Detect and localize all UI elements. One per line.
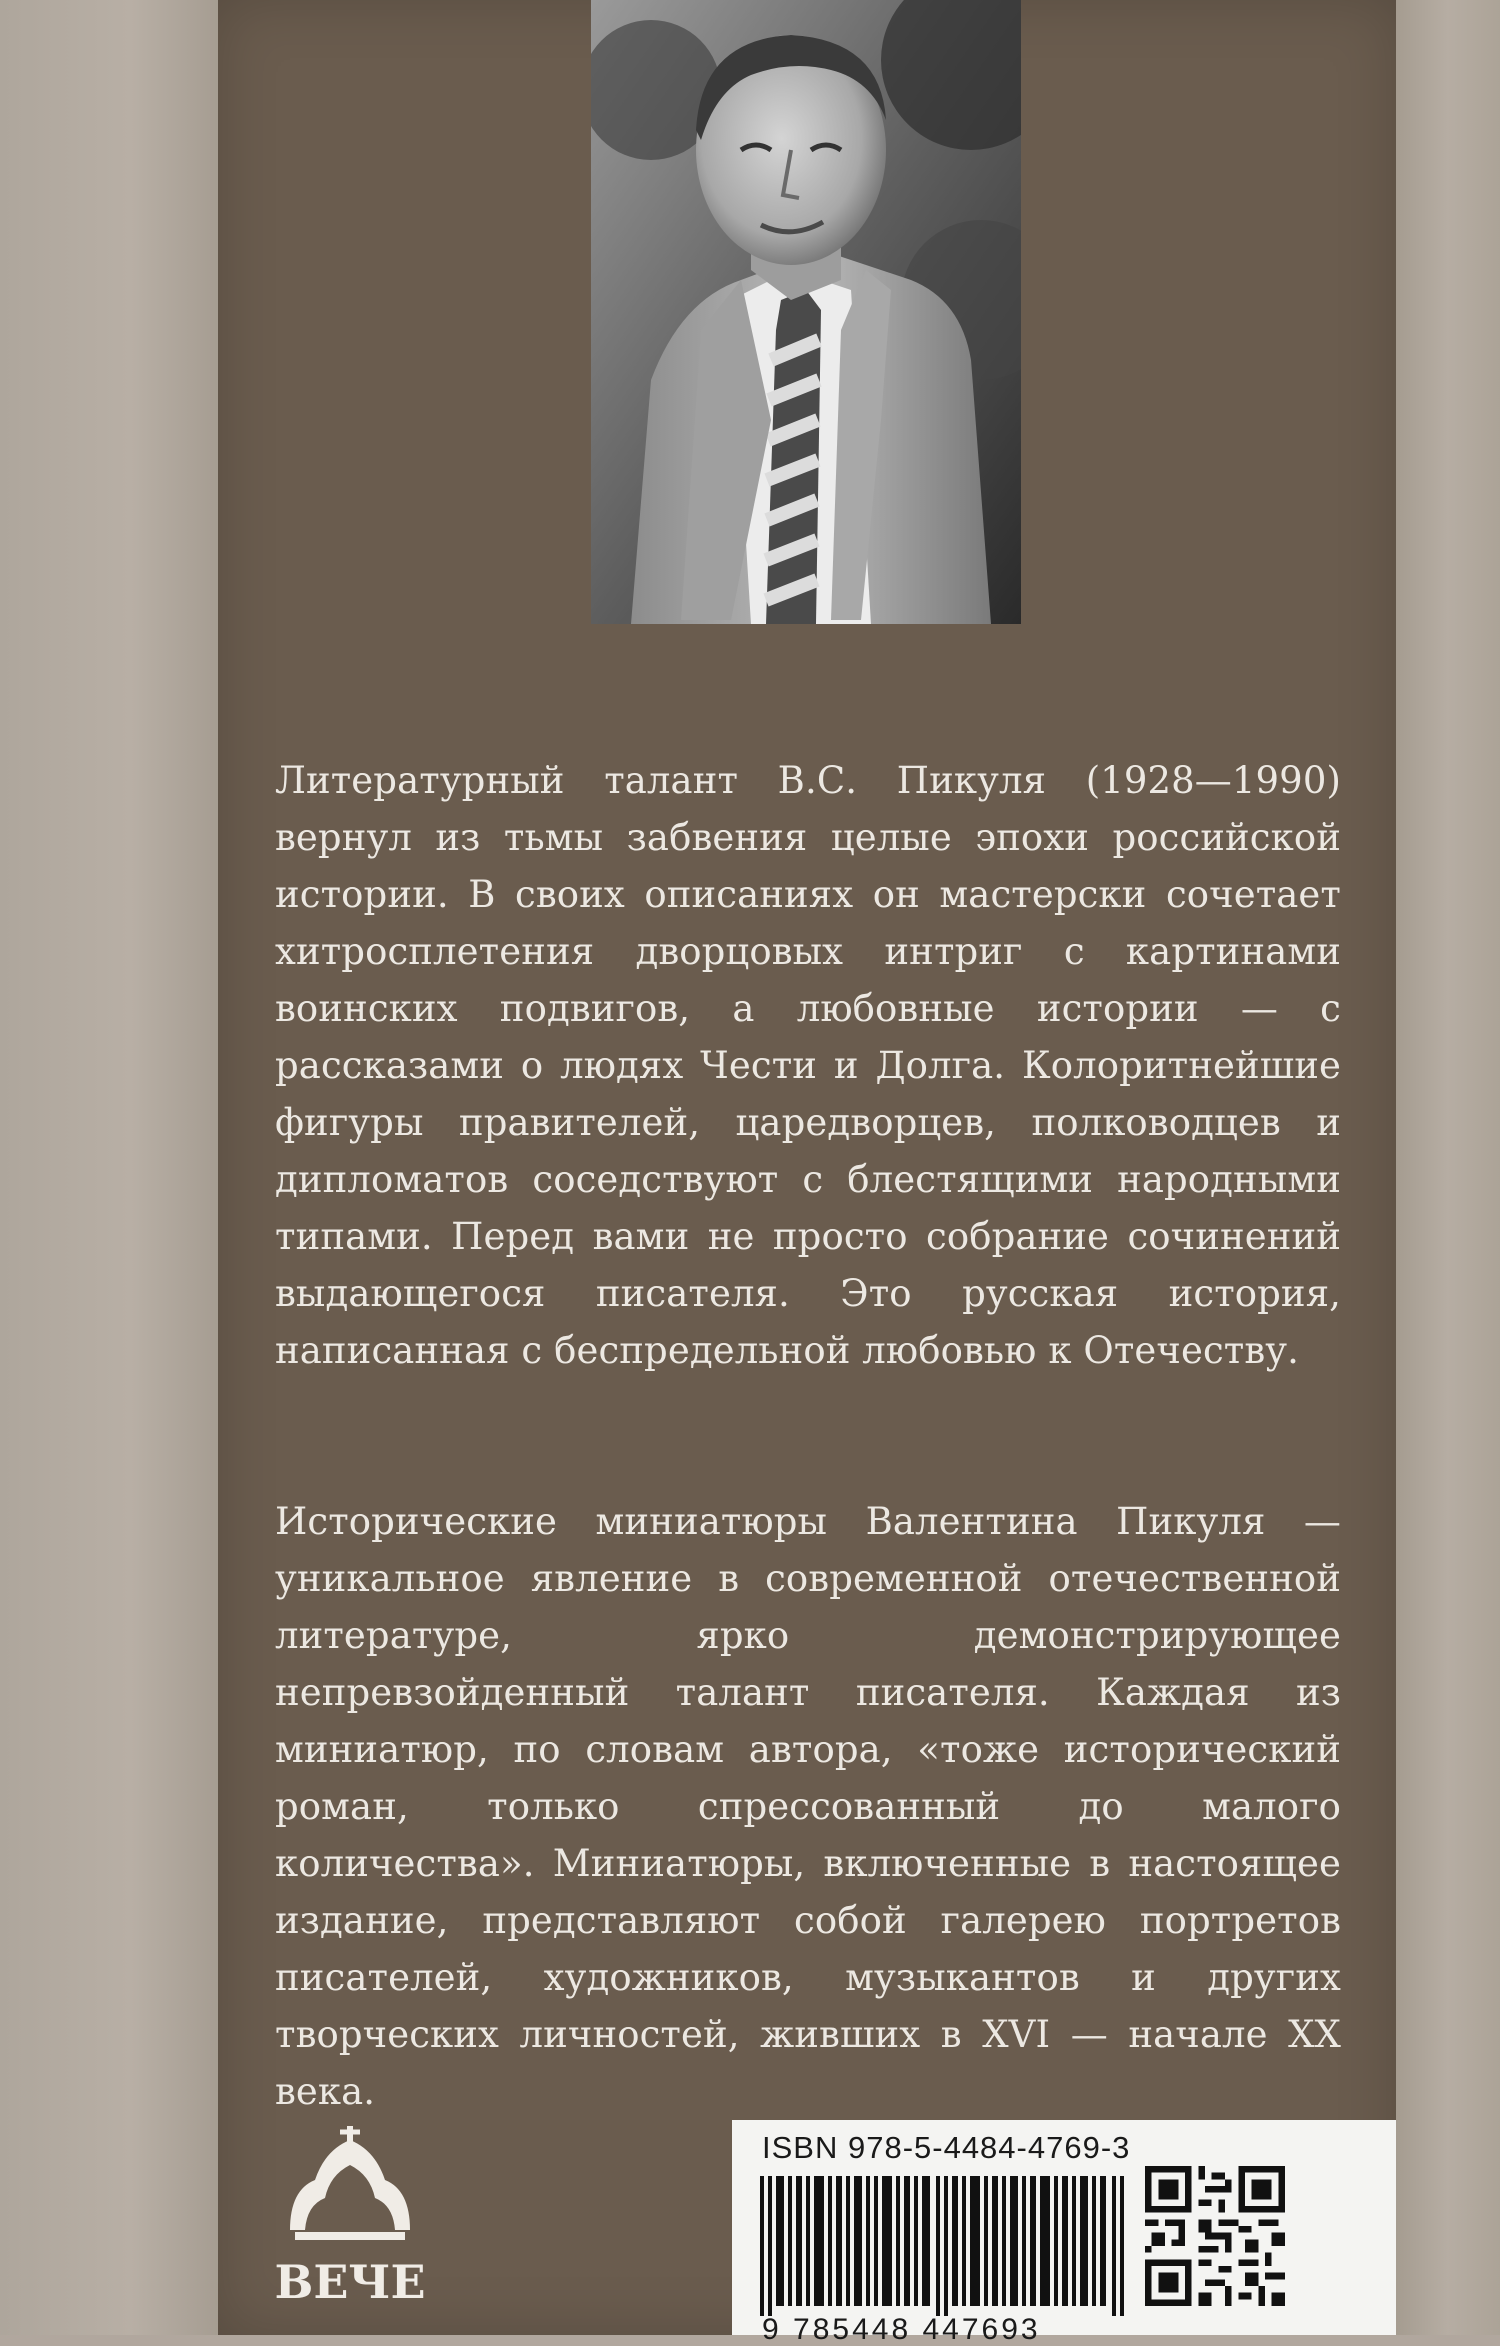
book-back-cover [218, 0, 1396, 2346]
veche-logo-icon [275, 2120, 425, 2320]
barcode-digits: 9 785448 447693 [762, 2313, 1041, 2346]
left-edge [0, 0, 218, 2335]
barcode-panel [732, 2120, 1396, 2346]
book-description: Литературный талант В.С. Пикуля (1928—1990) вернул из тьмы забвения целые эпохи российской истории. В своих описаниях он мастерски сочетает хитросплетения дворцовых интриг с картинами воинских подвигов, а любовные истории — с рассказами о людях Чести и Долга. Колоритнейшие фигуры правителей, царедворцев, полководцев и дипломатов соседствуют с блестящими народными типами. Перед вами не просто собрание сочинений выдающегося писателя. Это русская история, написанная с беспредельной любовью к Отечеству. [275, 759, 1341, 1372]
author-portrait-photo [591, 0, 1021, 624]
publisher-name: ВЕЧЕ [275, 2255, 425, 2309]
right-edge [1396, 0, 1500, 2335]
barcode-icon [760, 2176, 1130, 2316]
qr-code-icon [1145, 2166, 1285, 2306]
isbn-label: ISBN 978-5-4484-4769-3 [762, 2130, 1131, 2165]
miniatures-description: Исторические миниатюры Валентина Пикуля — уникальное явление в современной отечественной литературе, ярко демонстрирующее непревзойденный талант писателя. Каждая из миниатюр, по словам автора, «тоже исторический роман, только спрессованный до малого количества». Миниатюры, включенные в настоящее издание, представляют собой галерею портретов писателей, художников, музыкантов и других творческих личностей, живших в XVI — начале XX века. [275, 1500, 1341, 2113]
